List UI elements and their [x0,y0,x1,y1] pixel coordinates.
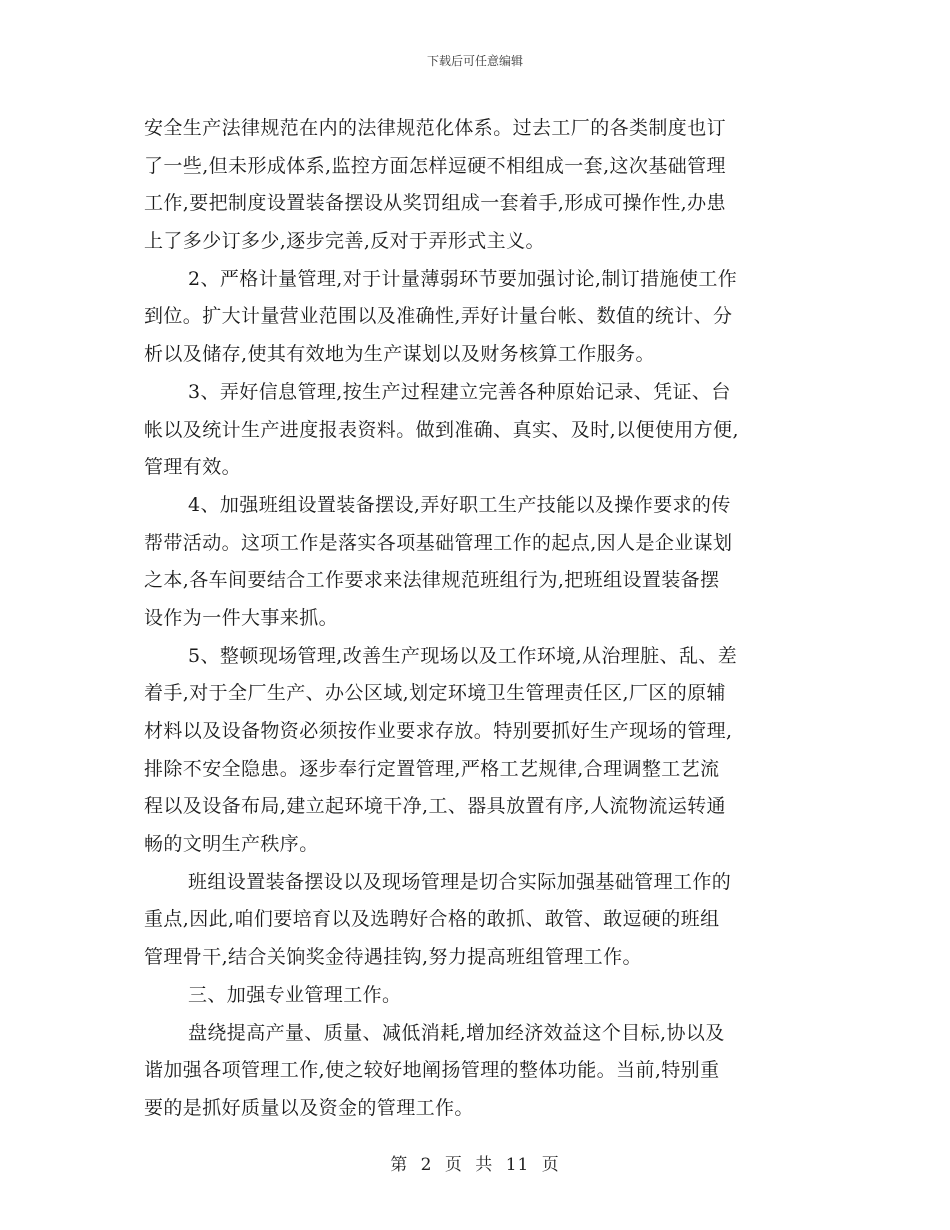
body-line: 排除不安全隐患。逐步奉行定置管理,严格工艺规律,合理调整工艺流 [144,757,720,780]
page-number: 第 2 页 共 11 页 [390,1155,560,1175]
section-heading: 三、加强专业管理工作。 [188,983,402,1006]
body-line: 之本,各车间要结合工作要求来法律规范班组行为,把班组设置装备摆 [144,569,720,592]
body-line: 5、整顿现场管理,改善生产现场以及工作环境,从治理脏、乱、差 [188,644,738,667]
body-line: 盘绕提高产量、质量、减低消耗,增加经济效益这个目标,协以及 [188,1021,725,1044]
body-line: 重点,因此,咱们要培育以及选聘好合格的敢抓、敢管、敢逗硬的班组 [144,908,720,931]
body-line: 工作,要把制度设置装备摆设从奖罚组成一套着手,形成可操作性,办患 [144,192,726,215]
body-line: 帮带活动。这项工作是落实各项基础管理工作的起点,因人是企业谋划 [144,531,733,554]
body-line: 班组设置装备摆设以及现场管理是切合实际加强基础管理工作的 [188,870,732,893]
body-line: 4、加强班组设置装备摆设,弄好职工生产技能以及操作要求的传 [188,493,731,516]
body-line: 管理骨干,结合关饷奖金待遇挂钩,努力提高班组管理工作。 [144,946,642,969]
body-line: 上了多少订多少,逐步完善,反对于弄形式主义。 [144,230,545,253]
body-line: 析以及储存,使其有效地为生产谋划以及财务核算工作服务。 [144,343,655,366]
body-line: 了一些,但未形成体系,监控方面怎样逗硬不相组成一套,这次基础管理 [144,154,726,177]
body-line: 帐以及统计生产进度报表资料。做到准确、真实、及时,以便使用方便, [144,418,739,441]
body-line: 程以及设备布局,建立起环境干净,工、器具放置有序,人流物流运转通 [144,795,726,818]
body-line: 谐加强各项管理工作,使之较好地阐扬管理的整体功能。当前,特别重 [144,1059,720,1082]
body-line: 畅的文明生产秩序。 [144,833,319,856]
body-line: 2、严格计量管理,对于计量薄弱环节要加强讨论,制订措施使工作 [188,267,738,290]
body-line: 材料以及设备物资必须按作业要求存放。特别要抓好生产现场的管理, [144,720,733,742]
body-line: 要的是抓好质量以及资金的管理工作。 [144,1096,474,1119]
body-line: 着手,对于全厂生产、办公区域,划定环境卫生管理责任区,厂区的原辅 [144,682,726,705]
body-line: 3、弄好信息管理,按生产过程建立完善各种原始记录、凭证、台 [188,380,731,403]
document-body [144,110,808,1128]
page-header: 下载后可任意编辑 [426,54,523,68]
body-line: 管理有效。 [144,456,242,479]
body-line: 设作为一件大事来抓。 [144,606,339,629]
body-line: 到位。扩大计量营业范围以及准确性,弄好计量台帐、数值的统计、分 [144,305,733,328]
body-line: 安全生产法律规范在内的法律规范化体系。过去工厂的各类制度也订 [144,117,727,139]
